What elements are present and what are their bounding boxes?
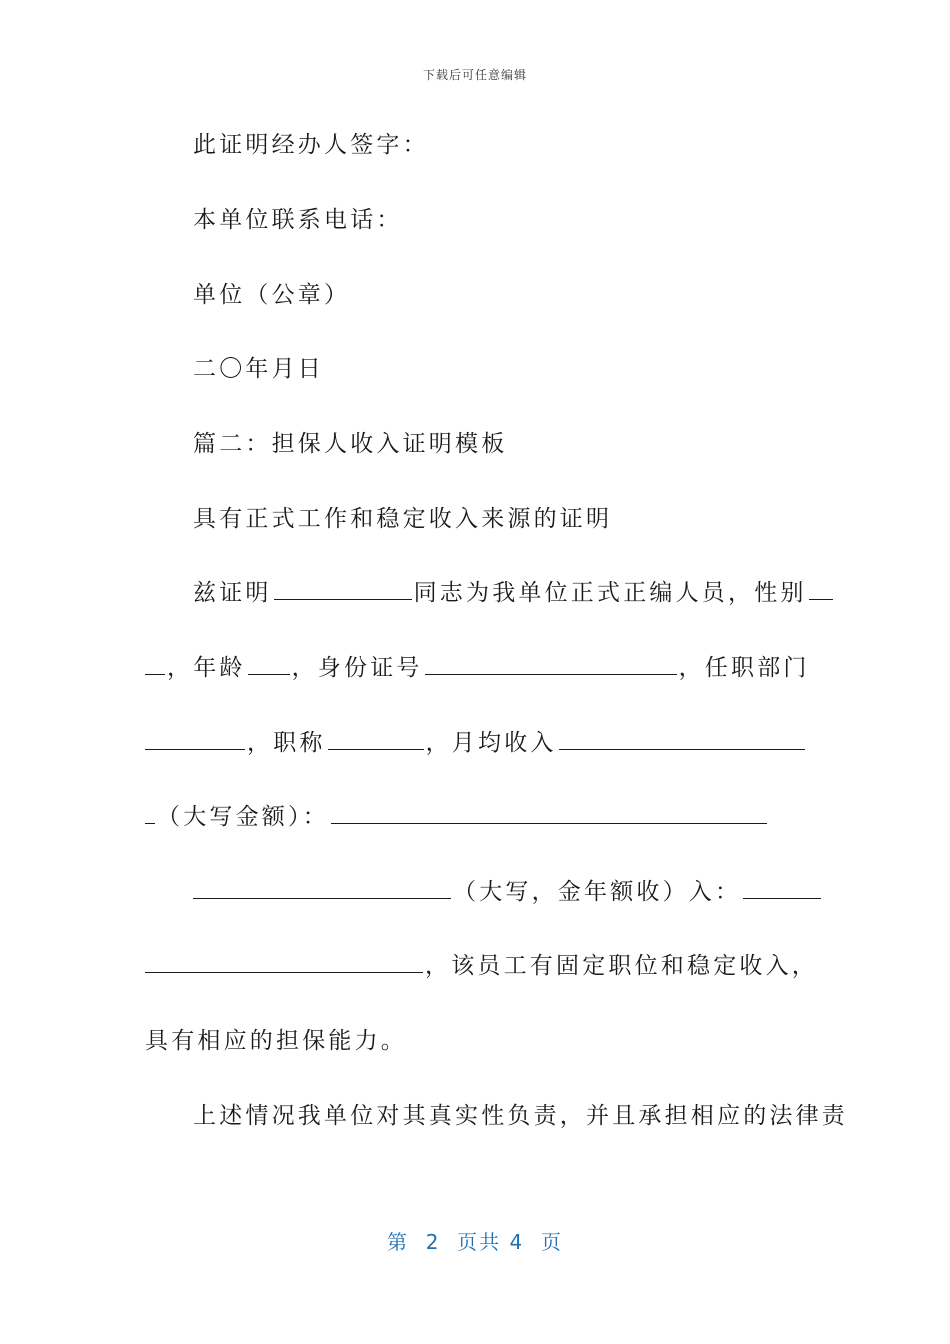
contact-phone-line: 本单位联系电话：: [193, 207, 403, 233]
paragraph-line-6: [0, 951, 950, 981]
paragraph-line-1: [0, 578, 950, 608]
gender-blank-cont: [145, 654, 165, 675]
text-segment: ，年龄: [167, 655, 246, 681]
header-note: 下载后可任意编辑: [422, 68, 527, 82]
footer-total-pages: 4: [509, 1230, 525, 1254]
annual-income-capital-blank-cont: [145, 952, 423, 973]
unit-seal-line: 单位（公章）: [193, 282, 351, 308]
monthly-income-blank: [559, 729, 805, 750]
monthly-income-blank-cont: [145, 803, 155, 824]
handler-signature-line: 此证明经办人签字：: [193, 132, 429, 158]
certificate-title: 具有正式工作和稳定收入来源的证明: [193, 506, 613, 532]
text-segment: ，身份证号: [291, 655, 423, 681]
title-blank: [328, 729, 424, 750]
footer-current-page: 2: [425, 1230, 441, 1254]
gender-blank: [809, 579, 833, 600]
footer-label-of: 页共: [457, 1230, 502, 1254]
footer-label-end: 页: [540, 1230, 563, 1254]
text-segment: 同志为我单位正式正编人员，性别: [413, 580, 807, 606]
text-segment: ，任职部门: [678, 655, 810, 681]
income-capital-blank: [331, 803, 767, 824]
paragraph-line-4: [0, 802, 950, 832]
page-footer: [0, 1226, 950, 1255]
name-blank: [274, 579, 412, 600]
department-blank: [145, 729, 245, 750]
footer-label-page: 第: [387, 1230, 409, 1254]
text-segment: ，职称: [247, 730, 326, 756]
age-blank: [248, 654, 290, 675]
text-segment: ，月均收入: [425, 730, 557, 756]
text-segment: 兹证明: [193, 580, 272, 606]
annual-income-capital-blank: [743, 878, 821, 899]
responsibility-line: 上述情况我单位对其真实性负责，并且承担相应的法律责: [193, 1103, 848, 1129]
date-line: 二〇年月日: [193, 356, 324, 382]
paragraph-line-5: [0, 877, 950, 907]
paragraph-line-7: 具有相应的担保能力。: [145, 1028, 407, 1054]
id-number-blank: [425, 654, 677, 675]
annual-income-blank: [193, 878, 451, 899]
paragraph-line-3: [0, 728, 950, 758]
text-segment: （大写金额）：: [157, 804, 329, 830]
section-title: 篇二：担保人收入证明模板: [193, 431, 508, 457]
text-segment: ，该员工有固定职位和稳定收入，: [425, 953, 818, 979]
text-segment: （大写，金年额收）入：: [453, 879, 742, 905]
paragraph-line-2: [0, 653, 950, 683]
